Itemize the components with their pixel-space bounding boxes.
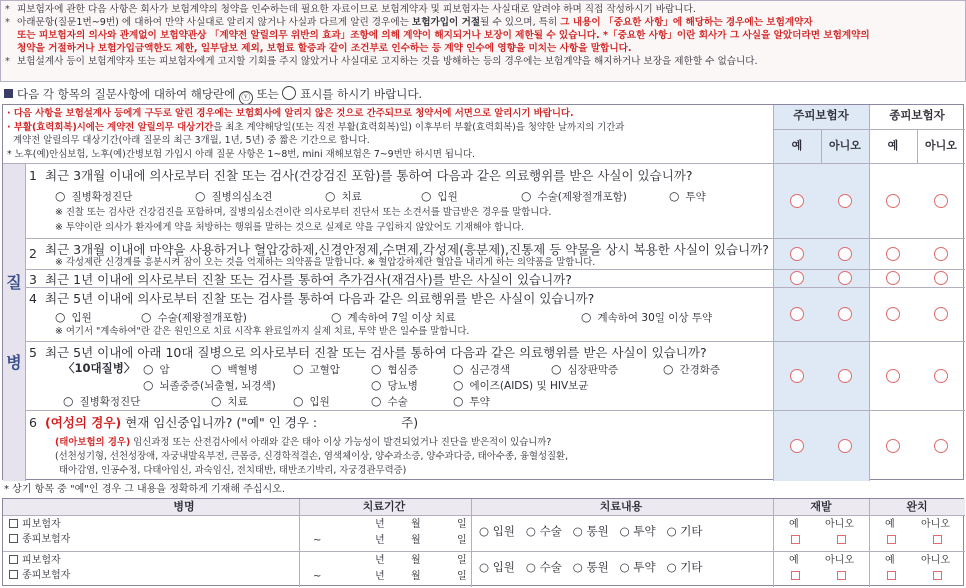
question-number: 6 bbox=[29, 415, 37, 430]
q5-disease-label: 〈10대질병〉 bbox=[63, 361, 136, 375]
q6-sub-yes-radio[interactable] bbox=[886, 439, 900, 453]
radio-circle-icon[interactable]: ○ bbox=[55, 310, 66, 324]
header-note-2-marker: · bbox=[7, 121, 14, 133]
option-label: 당뇨병 bbox=[387, 380, 418, 392]
notice-line-3: 또는 피보험자의 의사와 관계없이 보험약관상 「계약전 알릴의무 위반의 효과」조항에 의해 계약이 해지되거나 보장이 제한될 수 있습니다. *「중요한 사항」이란 회사가 그 사실을 알았더라면 보험계약의 bbox=[17, 30, 870, 41]
q1-option-1[interactable] bbox=[55, 189, 132, 204]
header-disease: 병명 bbox=[173, 500, 195, 513]
option-label: 통원 bbox=[586, 560, 609, 574]
period-separator: ~ bbox=[313, 571, 322, 582]
header-note-2 bbox=[7, 121, 767, 135]
checkbox-icon[interactable] bbox=[9, 519, 18, 528]
radio-circle-icon[interactable]: ○ bbox=[293, 362, 304, 376]
q5-disease-7[interactable] bbox=[663, 362, 720, 377]
grid-line bbox=[869, 105, 870, 481]
header-note-1-text: 다음 사항을 보험설계사 등에게 구두로 알린 경우에는 보험회사에 알리지 않은 것으로 간주되므로 청약서에 서면으로 알리시기 바랍니다. bbox=[13, 108, 574, 119]
treat-outpatient[interactable]: ○ 통원 bbox=[572, 524, 609, 538]
q4-main-yes-radio[interactable] bbox=[790, 307, 804, 321]
start-month-label: 월 bbox=[411, 519, 421, 530]
option-label: 질병확정진단 bbox=[71, 191, 133, 203]
radio-circle-icon[interactable]: ○ bbox=[55, 189, 66, 203]
end-year-label: 년 bbox=[375, 571, 385, 582]
relapse-yes-label: 예 bbox=[789, 519, 799, 530]
relapse-yes-label: 예 bbox=[789, 555, 799, 566]
treat-other[interactable]: ○ 기타 bbox=[666, 560, 703, 574]
q1-option-6[interactable] bbox=[669, 189, 706, 204]
q2-main-no-radio[interactable] bbox=[838, 247, 852, 261]
q1-option-5[interactable] bbox=[521, 189, 627, 204]
radio-circle-icon[interactable]: ○ bbox=[371, 362, 382, 376]
option-label: 계속하여 7일 이상 치료 bbox=[347, 312, 456, 324]
option-label: 심근경색 bbox=[469, 364, 511, 376]
header-note-2b: 을 최초 계약해당일(또는 직전 부활(효력회복)일) 이후부터 부활(효력회복)을 청약한 날까지의 기간과 bbox=[213, 121, 625, 133]
main-insured-header: 주피보험자 bbox=[793, 108, 849, 122]
row1-treatment-options bbox=[479, 525, 702, 539]
treat-medication[interactable]: ○ 투약 bbox=[619, 560, 656, 574]
checkbox-icon[interactable] bbox=[9, 570, 18, 579]
treat-other[interactable]: ○ 기타 bbox=[666, 524, 703, 538]
checkbox-label: 피보험자 bbox=[22, 555, 61, 566]
question-number: 4 bbox=[29, 291, 37, 306]
question-number: 1 bbox=[29, 168, 37, 183]
question-text: 최근 3개월 이내에 의사로부터 진찰 또는 검사(건강검진 포함)를 통하여 다음과 같은 의료행위를 받은 사실이 있습니까? bbox=[45, 168, 693, 183]
header-relapse: 재발 bbox=[810, 500, 832, 513]
notice-text-2b: 보험가입이 거절 bbox=[411, 17, 481, 28]
grid-line bbox=[773, 129, 965, 130]
option-label: 수술(제왕절개포함) bbox=[537, 191, 627, 203]
grid-line bbox=[471, 499, 472, 587]
radio-circle-icon[interactable]: ○ bbox=[551, 362, 562, 376]
start-month-label: 월 bbox=[411, 555, 421, 566]
q3-main-no-radio[interactable] bbox=[838, 271, 852, 285]
star-mark: * bbox=[7, 148, 12, 160]
instruction-mid: 또는 bbox=[256, 87, 279, 101]
grid-line bbox=[869, 499, 870, 587]
q4-sub-yes-radio[interactable] bbox=[886, 307, 900, 321]
q3-sub-yes-radio[interactable] bbox=[886, 271, 900, 285]
q5-option-1[interactable] bbox=[63, 394, 140, 409]
header-note-4-text: 노후(예)안심보험, 노후(예)간병보험 가입시 아래 질문 사항은 1~8번, mini 재해보험은 7~9번만 하시면 됩니다. bbox=[14, 148, 476, 160]
treat-outpatient[interactable]: ○ 통원 bbox=[572, 560, 609, 574]
notice-text-5: 보험설계사 등이 보험계약자 또는 피보험자에게 고지할 기회를 주지 않았거나 사실대로 고지하는 것을 방해하는 등의 경우에는 보험계약을 해지하거나 보장을 제한할 수 없습니다. bbox=[17, 56, 758, 67]
q6-note-1 bbox=[55, 437, 551, 448]
q5-option-3[interactable] bbox=[293, 394, 330, 409]
row1-cure-yes-checkbox[interactable] bbox=[887, 535, 896, 544]
cure-yes-label: 예 bbox=[885, 555, 895, 566]
treat-inpatient[interactable]: ○ 입원 bbox=[479, 524, 515, 538]
sub-no-header: 아니오 bbox=[925, 139, 957, 152]
q1-sub-yes-radio[interactable] bbox=[886, 194, 900, 208]
q5-disease-10[interactable] bbox=[453, 378, 588, 393]
instruction-line bbox=[4, 86, 422, 105]
notice-line-1 bbox=[5, 3, 961, 16]
q5-disease-2[interactable] bbox=[211, 362, 258, 377]
radio-circle-icon[interactable]: ○ bbox=[325, 189, 336, 203]
details-instruction: * 상기 항목 중 "예"인 경우 그 내용을 정확하게 기재해 주십시오. bbox=[4, 484, 286, 495]
option-label: 간경화증 bbox=[679, 364, 721, 376]
q6-fetal-label: (태아보험의 경우) bbox=[55, 437, 131, 448]
q2-sub-no-radio[interactable] bbox=[934, 247, 948, 261]
end-month-label: 월 bbox=[411, 571, 421, 582]
q5-disease-9[interactable] bbox=[371, 378, 418, 393]
row1-relapse-no-checkbox[interactable] bbox=[837, 535, 846, 544]
q6-fetal-text: 임신과정 또는 산전검사에서 아래와 같은 태아 이상 가능성이 발견되었거나 진단을 받은적이 있습니까? bbox=[130, 437, 552, 448]
checkbox-label: 종피보험자 bbox=[22, 534, 71, 545]
row1-cure-no-checkbox[interactable] bbox=[933, 535, 942, 544]
notice-line-5 bbox=[5, 55, 961, 68]
grid-line bbox=[25, 238, 965, 239]
grid-line bbox=[25, 410, 965, 411]
grid-line bbox=[25, 163, 26, 481]
option-label: 백혈병 bbox=[227, 364, 258, 376]
grid-line bbox=[773, 499, 774, 587]
q6-sub-no-radio[interactable] bbox=[934, 439, 948, 453]
radio-circle-icon[interactable]: ○ bbox=[211, 362, 222, 376]
row2-relapse-no-checkbox[interactable] bbox=[837, 571, 846, 580]
option-label: 수술 bbox=[387, 396, 408, 408]
q6-note-2: (선천성기형, 선천성장애, 자궁내발육부전, 큰몸증, 신경학적결손, 염색체이상, 양수과소증, 양수과다증, 태아수종, 융혈성질환, bbox=[55, 451, 569, 462]
disease-side-label bbox=[3, 163, 25, 481]
side-label-char-2: 병 bbox=[6, 353, 22, 372]
cure-no-label: 아니오 bbox=[921, 555, 950, 566]
q2-main-yes-radio[interactable] bbox=[790, 247, 804, 261]
option-label: 입원 bbox=[492, 560, 515, 574]
option-label: 수술(제왕절개포함) bbox=[157, 312, 247, 324]
radio-circle-icon[interactable]: ○ bbox=[669, 189, 680, 203]
start-year-label: 년 bbox=[375, 555, 385, 566]
grid-line bbox=[3, 515, 965, 516]
question-number: 3 bbox=[29, 272, 37, 287]
notice-line-2 bbox=[5, 16, 961, 29]
option-label: 치료 bbox=[227, 396, 248, 408]
question-number: 2 bbox=[29, 246, 37, 261]
q5-disease-6[interactable] bbox=[551, 362, 618, 377]
check-mark-icon: ⓥ bbox=[239, 91, 253, 105]
row2-relapse-yes-checkbox[interactable] bbox=[791, 571, 800, 580]
radio-circle-icon[interactable]: ○ bbox=[371, 394, 382, 408]
checkbox-label: 종피보험자 bbox=[22, 570, 71, 581]
checkbox-icon[interactable] bbox=[9, 555, 18, 564]
instruction-post: 표시를 하시기 바랍니다. bbox=[300, 87, 423, 101]
option-label: 투약 bbox=[469, 396, 490, 408]
option-label: 고혈압 bbox=[309, 364, 340, 376]
radio-circle-icon[interactable]: ○ bbox=[143, 362, 154, 376]
relapse-no-label: 아니오 bbox=[825, 519, 854, 530]
option-label: 입원 bbox=[309, 396, 330, 408]
header-note-3: 계약전 알릴의무 대상기간(아래 질문의 최근 3개월, 1년, 5년) 중 짧은 기간으로 합니다. bbox=[13, 135, 370, 146]
grid-line bbox=[3, 163, 965, 164]
row2-cure-yes-checkbox[interactable] bbox=[887, 571, 896, 580]
question-text: 최근 3개월 이내에 마약을 사용하거나 혈압강하제,신경안정제,수면제,각성제(흥분제),진통제 등 약물을 상시 복용한 사실이 있습니까? bbox=[45, 242, 769, 257]
q2-sub-yes-radio[interactable] bbox=[886, 247, 900, 261]
row2-treatment-options bbox=[479, 561, 702, 575]
row1-sub-checkbox[interactable] bbox=[9, 534, 70, 546]
q1-main-yes-radio[interactable] bbox=[790, 194, 804, 208]
option-label: 질병확정진단 bbox=[79, 396, 141, 408]
row2-main-checkbox[interactable] bbox=[9, 555, 61, 567]
radio-circle-icon[interactable]: ○ bbox=[63, 394, 74, 408]
grid-line bbox=[917, 129, 918, 163]
option-label: 입원 bbox=[437, 191, 458, 203]
main-no-header: 아니오 bbox=[829, 139, 861, 152]
option-label: 질병의심소견 bbox=[211, 191, 273, 203]
q5-sub-no-radio[interactable] bbox=[934, 369, 948, 383]
instruction-pre: 다음 각 항목의 질문사항에 대하여 해당란에 bbox=[17, 87, 236, 101]
q1-option-2[interactable] bbox=[195, 189, 272, 204]
q5-disease-8[interactable] bbox=[143, 378, 276, 393]
q1-main-no-radio[interactable] bbox=[838, 194, 852, 208]
q5-sub-yes-radio[interactable] bbox=[886, 369, 900, 383]
checkbox-label: 피보험자 bbox=[22, 519, 61, 530]
question-text: 최근 5년 이내에 의사로부터 진찰 또는 검사를 통하여 다음과 같은 의료행위를 받은 사실이 있습니까? bbox=[45, 291, 595, 306]
option-label: 투약 bbox=[633, 524, 656, 538]
start-day-label: 일 bbox=[457, 519, 467, 530]
header-note-1: · 다음 사항을 보험설계사 등에게 구두로 알린 경우에는 보험회사에 알리지 않은 것으로 간주되므로 청약서에 서면으로 알리시기 바랍니다. bbox=[7, 108, 574, 119]
star-mark: * bbox=[5, 17, 10, 28]
row1-relapse-yes-checkbox[interactable] bbox=[791, 535, 800, 544]
question-text: 최근 5년 이내에 아래 10대 질병으로 의사로부터 진찰 또는 검사를 통하여 다음과 같은 의료행위를 받은 사실이 있습니까? bbox=[45, 345, 707, 360]
q5-disease-5[interactable] bbox=[453, 362, 510, 377]
side-label-char-1: 질 bbox=[6, 273, 22, 292]
q4-option-3[interactable] bbox=[331, 310, 455, 325]
q6-female-label: (여성의 경우) bbox=[45, 415, 122, 430]
notice-line-4: 청약을 거절하거나 보험가입금액한도 제한, 일부담보 제외, 보험료 할증과 같이 조건부로 인수하는 등 계약 인수에 영향을 미치는 사항을 말합니다. bbox=[17, 43, 632, 54]
q4-option-1[interactable] bbox=[55, 310, 92, 325]
q3-sub-no-radio[interactable] bbox=[934, 271, 948, 285]
option-label: 기타 bbox=[680, 560, 703, 574]
header-note-4 bbox=[7, 148, 767, 162]
q4-note-1: ※ 여기서 "계속하여"란 같은 원인으로 치료 시작후 완료일까지 실제 치료, 투약 받은 일수를 말합니다. bbox=[55, 326, 470, 337]
circle-mark-icon bbox=[282, 86, 296, 100]
q1-note-1: ※ 진찰 또는 검사란 건강검진을 포함하며, 질병의심소견이란 의사로부터 진단서 또는 소견서를 발급받은 경우를 말합니다. bbox=[55, 207, 552, 218]
radio-circle-icon[interactable]: ○ bbox=[453, 362, 464, 376]
q5-main-yes-radio[interactable] bbox=[790, 369, 804, 383]
notice-text-1: 피보험자에 관한 다음 사항은 회사가 보험계약의 청약을 인수하는데 필요한 자료이므로 보험계약자 및 피보험자는 사실대로 알려야 하며 직접 작성하시기 바랍니다. bbox=[17, 4, 696, 15]
notice-text-2d: 그 내용이 「중요한 사항」에 해당하는 경우에는 보험계약자 bbox=[560, 17, 813, 28]
grid-line bbox=[773, 105, 774, 481]
table-header-notes bbox=[7, 107, 767, 161]
grid-line bbox=[25, 269, 965, 270]
q5-disease-3[interactable] bbox=[293, 362, 340, 377]
q5-option-2[interactable] bbox=[211, 394, 248, 409]
option-label: 에이즈(AIDS) 및 HIV보균 bbox=[469, 380, 589, 392]
details-table bbox=[2, 498, 964, 586]
header-cure: 완치 bbox=[906, 500, 928, 513]
notice-box bbox=[0, 0, 966, 82]
q1-option-4[interactable] bbox=[421, 189, 458, 204]
option-label: 수술 bbox=[539, 560, 562, 574]
header-period: 치료기간 bbox=[362, 500, 406, 513]
row2-sub-checkbox[interactable] bbox=[9, 570, 70, 582]
treat-surgery[interactable]: ○ 수술 bbox=[525, 524, 562, 538]
end-year-label: 년 bbox=[375, 535, 385, 546]
radio-circle-icon[interactable]: ○ bbox=[663, 362, 674, 376]
q5-option-5[interactable] bbox=[453, 394, 490, 409]
radio-circle-icon[interactable]: ○ bbox=[453, 378, 464, 392]
option-label: 협심증 bbox=[387, 364, 418, 376]
option-label: 기타 bbox=[680, 524, 703, 538]
radio-circle-icon[interactable]: ○ bbox=[331, 310, 342, 324]
option-label: 투약 bbox=[685, 191, 706, 203]
q4-main-no-radio[interactable] bbox=[838, 307, 852, 321]
grid-line bbox=[25, 287, 965, 288]
row1-main-checkbox[interactable] bbox=[9, 519, 61, 531]
q4-sub-no-radio[interactable] bbox=[934, 307, 948, 321]
q4-option-4[interactable] bbox=[581, 310, 712, 325]
period-separator: ~ bbox=[313, 535, 322, 546]
notice-text-2a: 아래문항(질문1번~9번) 에 대하여 만약 사실대로 알리지 않거나 사실과 다르게 알린 경우에는 bbox=[17, 17, 412, 28]
q6-main-text: 현재 임신중입니까? ("예" 인 경우 : bbox=[125, 415, 318, 430]
q2-note-1: ※ 각성제란 신경계를 흥분시켜 잠이 오는 것을 억제하는 의약품을 말합니다. ※ 혈압강하제란 혈압을 내리게 하는 의약품을 말합니다. bbox=[55, 257, 596, 268]
end-day-label: 일 bbox=[457, 535, 467, 546]
q5-option-4[interactable] bbox=[371, 394, 408, 409]
radio-circle-icon[interactable]: ○ bbox=[293, 394, 304, 408]
q6-main-no-radio[interactable] bbox=[838, 439, 852, 453]
treat-medication[interactable]: ○ 투약 bbox=[619, 524, 656, 538]
radio-circle-icon[interactable]: ○ bbox=[421, 189, 432, 203]
radio-circle-icon[interactable]: ○ bbox=[453, 394, 464, 408]
star-mark: * bbox=[5, 56, 10, 67]
q6-main-yes-radio[interactable] bbox=[790, 439, 804, 453]
q3-main-yes-radio[interactable] bbox=[790, 271, 804, 285]
q1-option-3[interactable] bbox=[325, 189, 362, 204]
q6-weeks-unit: 주) bbox=[401, 415, 419, 430]
q6-note-3: 태아감염, 인공수정, 다태아임신, 과숙임신, 전치태반, 태반조기박리, 자궁경관무력증) bbox=[59, 465, 407, 476]
option-label: 심장판막증 bbox=[567, 364, 619, 376]
row2-cure-no-checkbox[interactable] bbox=[933, 571, 942, 580]
option-label: 암 bbox=[159, 364, 170, 376]
grid-line bbox=[299, 499, 300, 587]
treat-surgery[interactable]: ○ 수술 bbox=[525, 560, 562, 574]
option-label: 통원 bbox=[586, 524, 609, 538]
notice-text-2c: 될 수 있으며, 특히 bbox=[480, 17, 561, 28]
q1-sub-no-radio[interactable] bbox=[934, 194, 948, 208]
radio-circle-icon[interactable]: ○ bbox=[211, 394, 222, 408]
radio-circle-icon[interactable]: ○ bbox=[141, 310, 152, 324]
question-text bbox=[45, 415, 418, 430]
q4-option-2[interactable] bbox=[141, 310, 247, 325]
relapse-no-label: 아니오 bbox=[825, 555, 854, 566]
header-content: 치료내용 bbox=[599, 500, 643, 513]
start-day-label: 일 bbox=[457, 555, 467, 566]
radio-circle-icon[interactable]: ○ bbox=[371, 378, 382, 392]
option-label: 입원 bbox=[492, 524, 515, 538]
grid-line bbox=[821, 129, 822, 163]
start-year-label: 년 bbox=[375, 519, 385, 530]
sub-insured-header: 종피보험자 bbox=[889, 108, 945, 122]
q1-note-2: ※ 투약이란 의사가 환자에게 약을 처방하는 행위를 말하는 것으로 실제로 약을 구입하지 않았어도 기재해야 합니다. bbox=[55, 222, 525, 233]
end-month-label: 월 bbox=[411, 535, 421, 546]
option-label: 치료 bbox=[341, 191, 362, 203]
grid-line bbox=[25, 341, 965, 342]
q5-disease-4[interactable] bbox=[371, 362, 418, 377]
q5-disease-1[interactable] bbox=[143, 362, 170, 377]
star-mark: * bbox=[5, 4, 10, 15]
radio-circle-icon[interactable]: ○ bbox=[195, 189, 206, 203]
end-day-label: 일 bbox=[457, 571, 467, 582]
header-note-2a: 부활(효력회복)시에는 계약전 알릴의무 대상기간 bbox=[13, 121, 214, 133]
radio-circle-icon[interactable]: ○ bbox=[143, 378, 154, 392]
question-table bbox=[2, 104, 964, 480]
cure-yes-label: 예 bbox=[885, 519, 895, 530]
question-number: 5 bbox=[29, 345, 37, 360]
option-label: 투약 bbox=[633, 560, 656, 574]
question-text: 최근 1년 이내에 의사로부터 진찰 또는 검사를 통하여 추가검사(재검사)를 받은 사실이 있습니까? bbox=[45, 272, 572, 287]
cure-no-label: 아니오 bbox=[921, 519, 950, 530]
square-bullet-icon bbox=[4, 89, 13, 98]
option-label: 수술 bbox=[539, 524, 562, 538]
radio-circle-icon[interactable]: ○ bbox=[581, 310, 592, 324]
option-label: 뇌졸중증(뇌출혈, 뇌경색) bbox=[159, 380, 276, 392]
checkbox-icon[interactable] bbox=[9, 534, 18, 543]
treat-inpatient[interactable]: ○ 입원 bbox=[479, 560, 515, 574]
q5-main-no-radio[interactable] bbox=[838, 369, 852, 383]
main-yes-header: 예 bbox=[791, 139, 803, 152]
option-label: 계속하여 30일 이상 투약 bbox=[597, 312, 713, 324]
sub-yes-header: 예 bbox=[887, 139, 899, 152]
grid-line bbox=[3, 551, 965, 552]
option-label: 입원 bbox=[71, 312, 92, 324]
radio-circle-icon[interactable]: ○ bbox=[521, 189, 532, 203]
